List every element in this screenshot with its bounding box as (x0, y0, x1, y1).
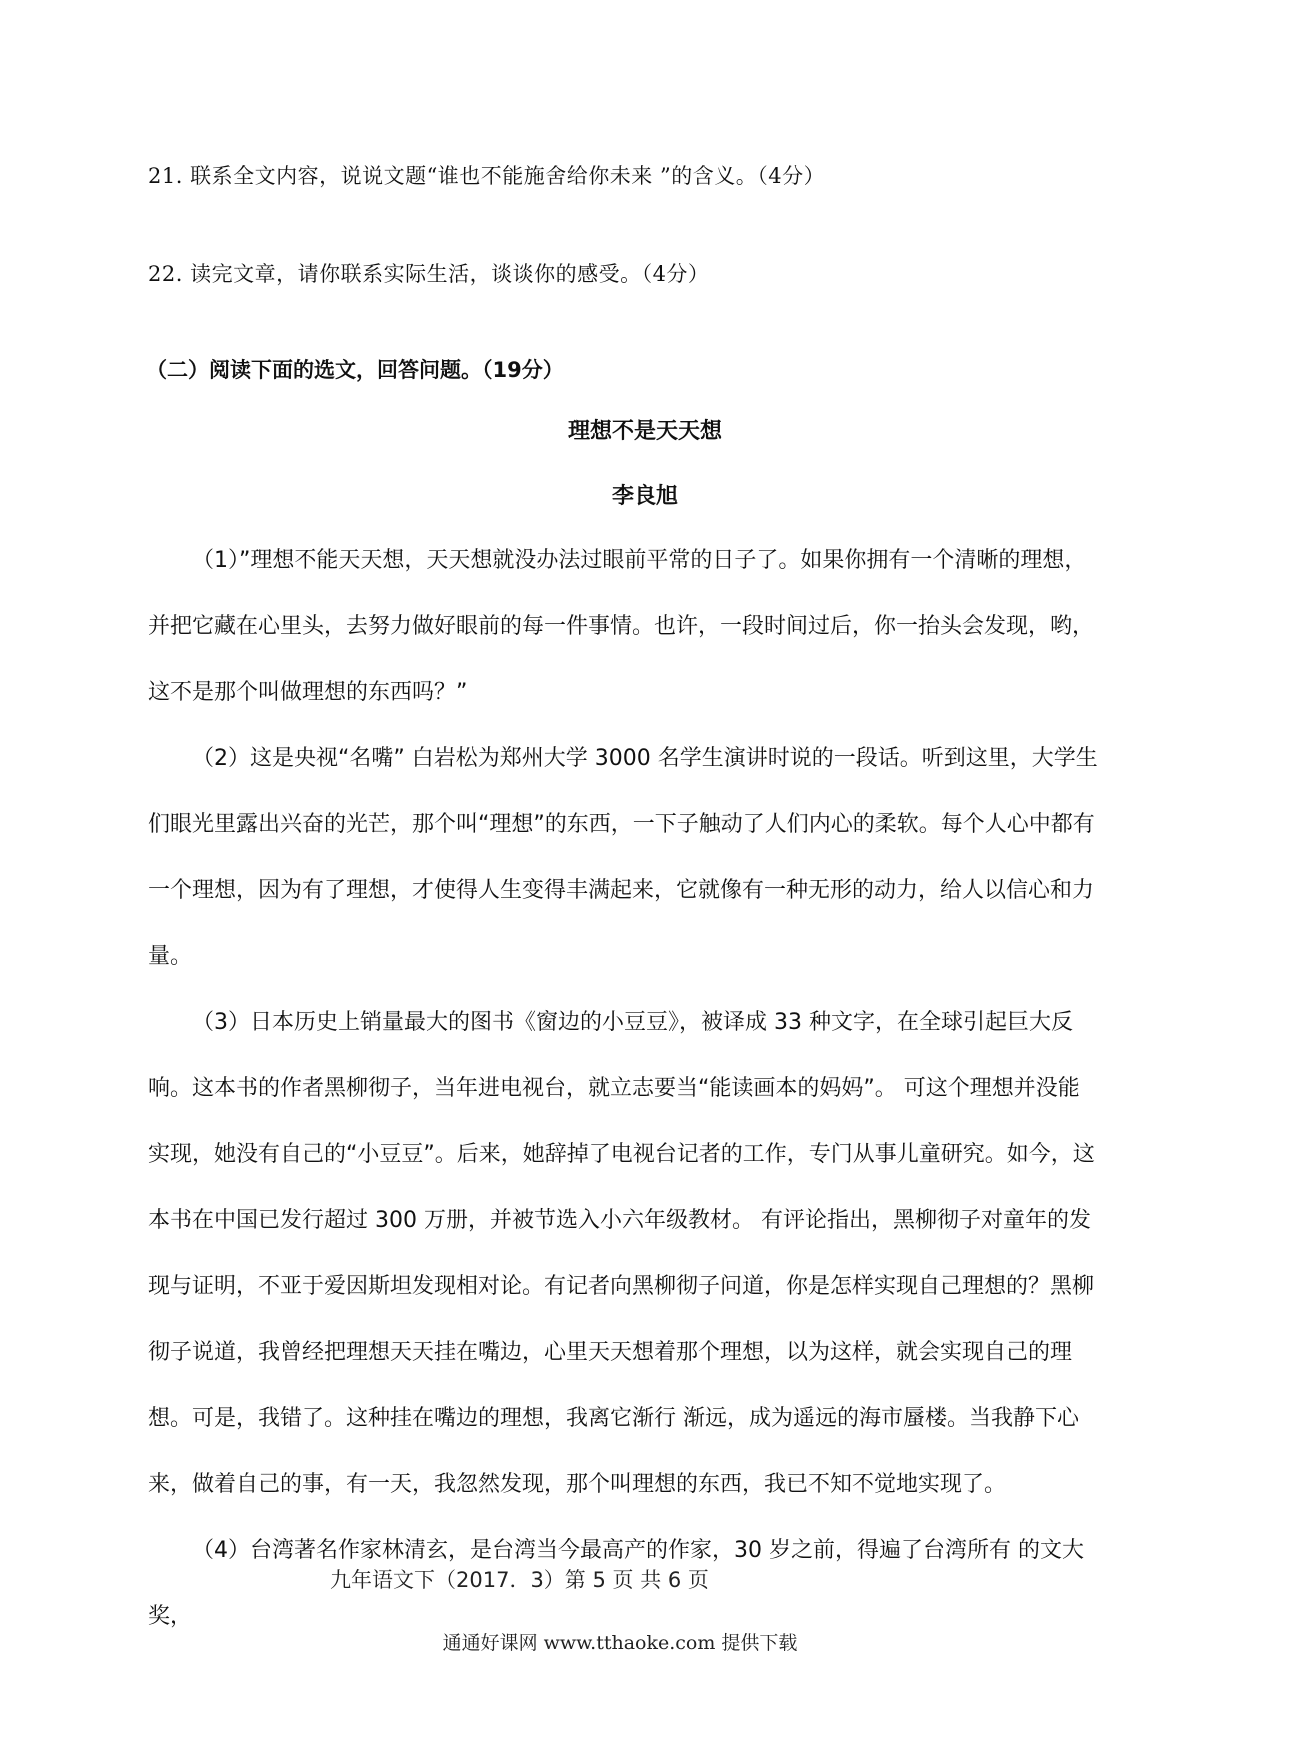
section-heading: （二）阅读下面的选文，回答问题。（19分） (146, 358, 564, 382)
article-author: 李良旭 (611, 484, 678, 509)
article-title: 理想不是天天想 (567, 419, 722, 444)
paragraph-4: （4）台湾著名作家林清玄，是台湾当今最高产的作家，30 岁之前，得遍了台湾所有 的文大奖， (148, 1538, 1084, 1629)
paragraph-1: （1）”理想不能天天想，天天想就没办法过眼前平常的日子了。如果你拥有一个清晰的理想，并把它藏在心里头，去努力做好眼前的每一件事情。也许，一段时间过后，你一抬头会发现，哟，这不是那个叫做理想的东西吗？” (148, 548, 1095, 705)
page-footer: 九年语文下（2017．3）第 5 页 共 6 页 (330, 1568, 709, 1592)
question-21: 21. 联系全文内容，说说文题“谁也不能施舍给你未来 ”的含义。（4分） (148, 164, 826, 188)
question-22: 22. 读完文章，请你联系实际生活，谈谈你的感受。（4分） (148, 262, 710, 286)
article-body (148, 528, 1098, 1650)
paragraph-3: （3）日本历史上销量最大的图书《窗边的小豆豆》，被译成 33 种文字，在全球引起巨大反响。这本书的作者黑柳彻子，当年进电视台，就立志要当“能读画本的妈妈”。 可这个理想并没能实现，她没有自己的“小豆豆”。后来，她辞掉了电视台记者的工作，专门从事儿童研究。如今，这本书在中国已发行超过 300 万册，并被节选入小六年级教材。 有评论指出，黑柳彻子对童年的发现与证明，不亚于爱因斯坦发现相对论。有记者向黑柳彻子问道，你是怎样实现自己理想的？黑柳彻子说道，我曾经把理想天天挂在嘴边，心里天天想着那个理想，以为这样，就会实现自己的理想。可是，我错了。这种挂在嘴边的理想，我离它渐行 渐远，成为遥远的海市蜃楼。当我静下心来，做着自己的事，有一天，我忽然发现，那个叫理想的东西，我已不知不觉地实现了。 (148, 1010, 1095, 1497)
paragraph-2: （2）这是央视“名嘴” 白岩松为郑州大学 3000 名学生演讲时说的一段话。听到这里，大学生们眼光里露出兴奋的光芒，那个叫“理想”的东西，一下子触动了人们内心的柔软。每个人心中都有一个理想，因为有了理想，才使得人生变得丰满起来，它就像有一种无形的动力，给人以信心和力量。 (148, 746, 1098, 969)
site-footer: 通通好课网 www.tthaoke.com 提供下载 (442, 1632, 798, 1654)
